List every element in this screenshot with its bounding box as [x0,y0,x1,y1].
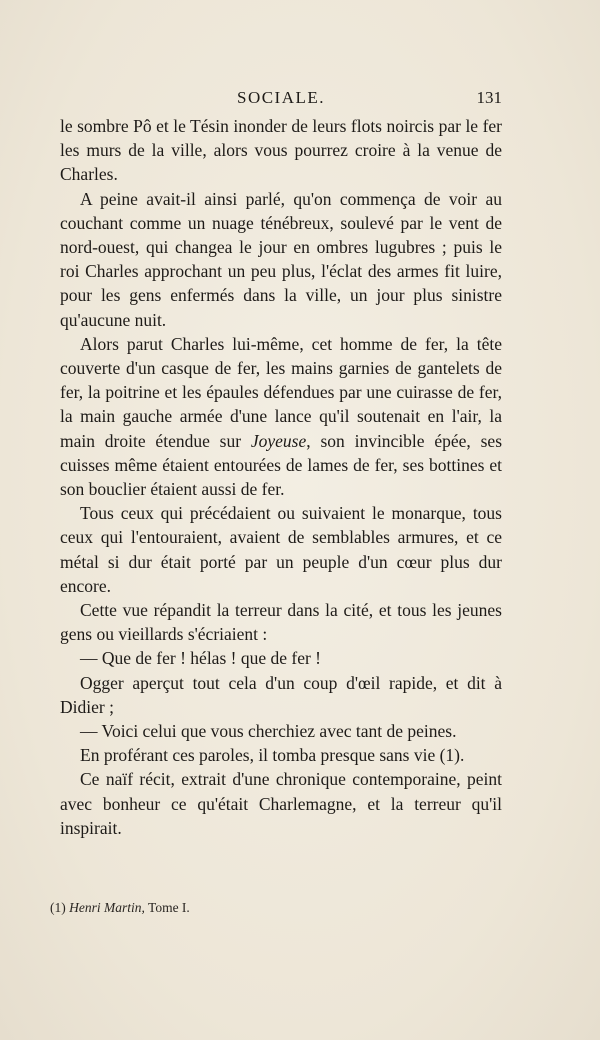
paragraph-3-part-2: , son invincible épée, ses cuisses même étaient entourées de lames de fer, ses bottines et son bouclier étaient aussi de fer. [60,430,502,500]
paragraph-7: Ogger aperçut tout cela d'un coup d'œil rapide, et dit à Didier ; [60,672,502,717]
paragraph-3 [60,332,502,501]
paragraph-4: Tous ceux qui précédaient ou suivaient le monarque, tous ceux qui l'entouraient, avaient de semblables armures, et ce métal si dur était porté par un peuple d'un cœur plus dur encore. [60,503,502,596]
paragraph-2: A peine avait-il ainsi parlé, qu'on commença de voir au couchant comme un nuage ténébreux, soulevé par le vent de nord-ouest, qui changea le jour en ombres lugubres ; puis le roi Charles approchant un peu plus, l'éclat des armes fit luire, pour les gens enfermés dans la ville, un jour plus sinistre qu'aucune nuit. [60,188,502,330]
paragraph-1: le sombre Pô et le Tésin inonder de leurs flots noircis par le fer les murs de la ville, alors vous pourrez croire à la venue de Charles. [60,116,502,185]
page-number: 131 [476,88,502,107]
footnote-author: Henri Martin, [69,900,145,915]
paragraph-3-part-1: Alors parut Charles lui-même, cet homme de fer, la tête couverte d'un casque de fer, les mains garnies de gantelets de fer, la poitrine et les épaules défendues par une cuirasse de fer, la main gauche armée d'une lance qu'il soutenait en l'air, la main droite étendue sur [60,333,502,451]
sword-name: Joyeuse [250,430,307,451]
footnote-marker: (1) [50,900,66,915]
running-head: SOCIALE. [236,88,326,107]
paragraph-6: — Que de fer ! hélas ! que de fer ! [80,648,321,669]
paragraph-9: En proférant ces paroles, il tomba presque sans vie (1). [80,745,465,766]
paragraph-5: Cette vue répandit la terreur dans la cité, et tous les jeunes gens ou vieillards s'écriaient : [60,600,502,645]
paragraph-10: Ce naïf récit, extrait d'une chronique contemporaine, peint avec bonheur ce qu'était Charlemagne, et la terreur qu'il inspirait. [60,769,502,838]
page-header [60,88,502,114]
footnote [50,900,190,916]
body-text [60,114,502,840]
paragraph-8: — Voici celui que vous cherchiez avec tant de peines. [80,721,457,742]
footnote-reference: Tome I. [148,900,190,915]
